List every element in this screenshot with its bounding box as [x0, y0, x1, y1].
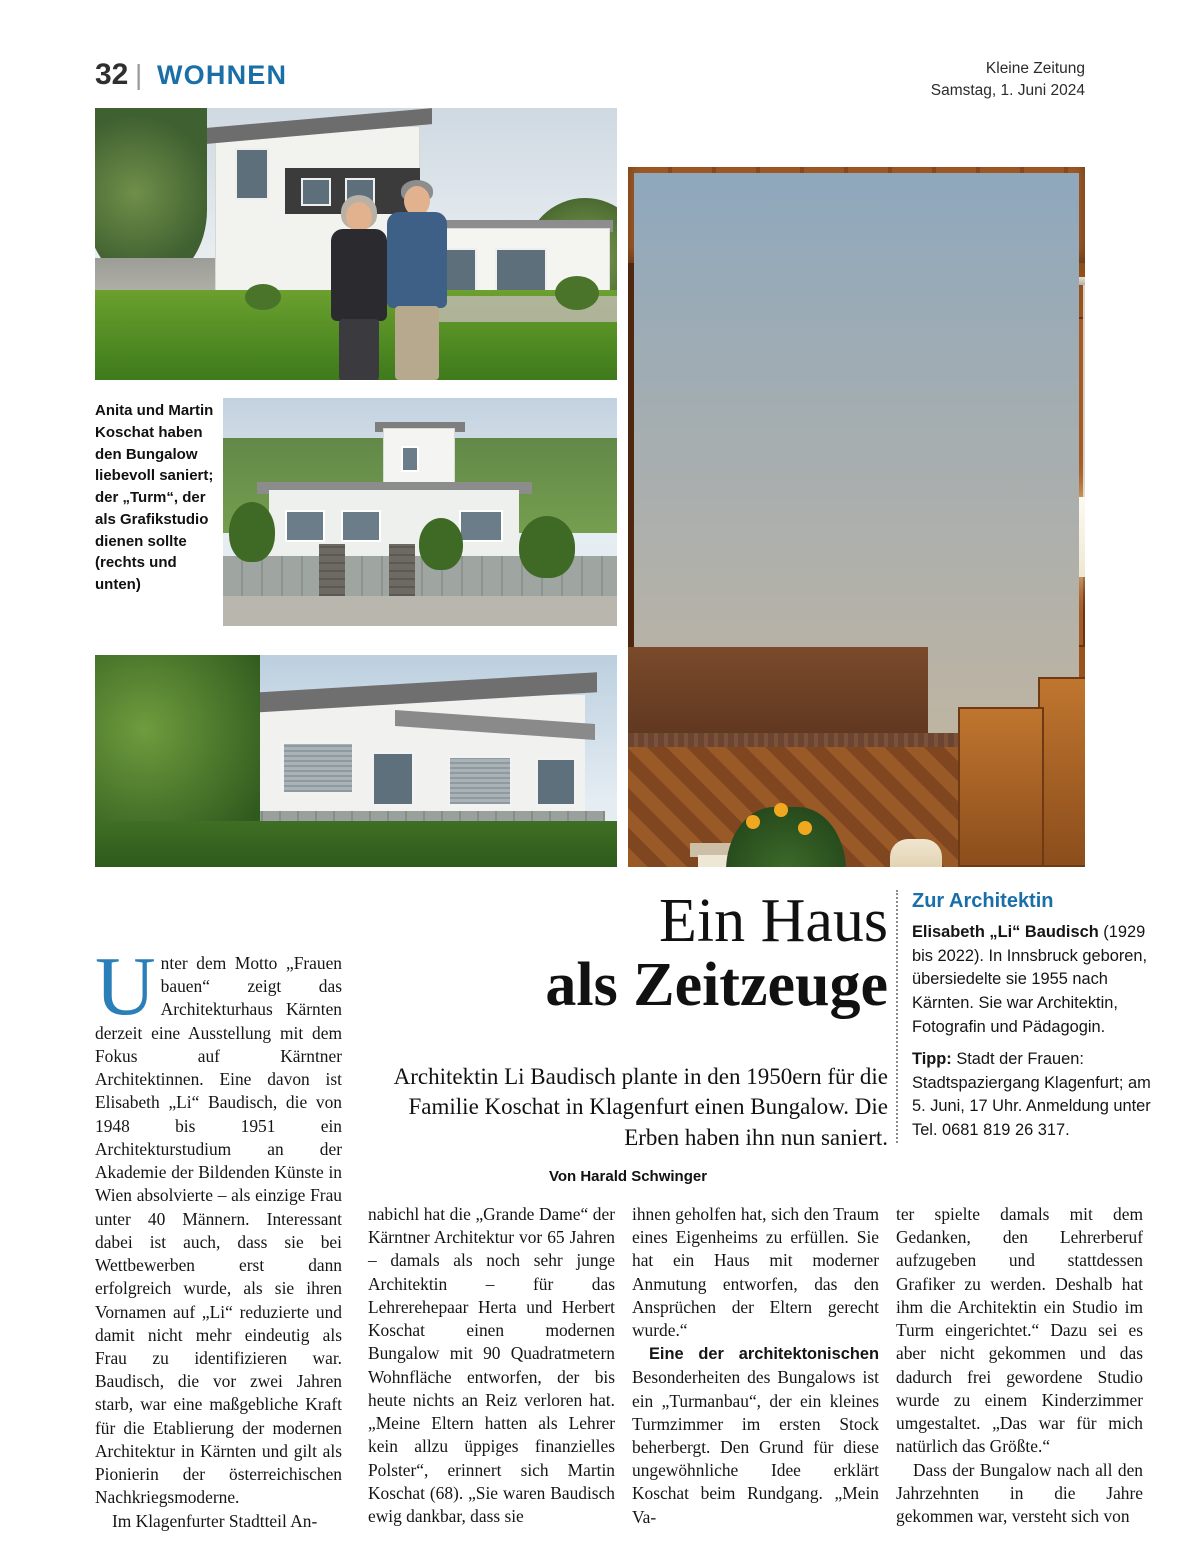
article-byline: Von Harald Schwinger — [548, 1168, 708, 1185]
infobox-bio-text: (1929 bis 2022). In Innsbruck geboren, übersiedelte sie 1955 nach Kärnten. Sie war Architektin, Fotografin und Pädagogin. — [912, 923, 1148, 1036]
infobox-tip — [912, 1048, 1162, 1143]
folio-separator: | — [135, 59, 143, 90]
headline-line-1: Ein Haus — [658, 887, 888, 955]
article-headline — [368, 887, 888, 1019]
col3-lead-in: Eine der architektonischen — [649, 1345, 879, 1364]
section-title: WOHNEN — [157, 60, 288, 90]
col3-paragraph-1: ihnen geholfen hat, sich den Traum eines Eigenheims zu erfüllen. Sie hat ein Haus mit moderner Anmutung entworfen, das den Ansprüchen der Eltern gerecht wurde.“ — [632, 1204, 879, 1341]
col3-paragraph-2-text: Besonderheiten des Bungalows ist ein „Turmanbau“, der ein kleines Turmzimmer im ersten Stock beherbergt. Den Grund für diese ungewöhnliche Idee erklärt Koschat beim Rundgang. „Mein Va- — [632, 1367, 879, 1527]
photo-interior-dining — [628, 167, 1085, 867]
infobox-title: Zur Architektin — [912, 890, 1054, 912]
photo-roof-detail — [95, 655, 617, 867]
headline-line-2: als Zeitzeuge — [545, 951, 888, 1019]
masthead — [95, 58, 1085, 102]
photo-bungalow-street — [223, 398, 617, 626]
photo-caption: Anita und Martin Koschat haben den Bungalow liebevoll saniert; der „Turm“, der als Grafikstudio dienen sollte (rechts und unten) — [95, 402, 214, 593]
col1-paragraph-2: Im Klagenfurter Stadtteil An- — [112, 1510, 318, 1531]
col4-paragraph-1: ter spielte damals mit dem Gedanken, den Lehrerberuf aufzugeben und stattdessen Grafiker zu werden. Deshalb hat ihm die Architektin ein Studio im Turm eingerichtet.“ Dazu sei es aber nicht gekommen und das dadurch frei gewordene Studio wurde zu einem Kinderzimmer umgestaltet. „Das war für mich natürlich das Größte.“ — [896, 1204, 1143, 1457]
article-standfirst: Architektin Li Baudisch plante in den 1950ern für die Familie Koschat in Klagenfurt einen Bungalow. Die Erben haben ihn nun saniert. — [393, 1064, 888, 1150]
drop-cap: U — [95, 940, 156, 1033]
infobox-tip-label: Tipp: — [912, 1050, 952, 1069]
col2-paragraph-1: nabichl hat die „Grande Dame“ der Kärntner Architektur vor 65 Jahren – damals als noch sehr junge Architektin – für das Lehrerehepaar Herta und Herbert Koschat einen modernen Bungalow mit 90 Quadratmetern Wohnfläche entworfen, der bis heute nichts an Reiz verloren hat. „Meine Eltern hatten als Lehrer kein allzu üppiges finanzielles Polster“, erinnert sich Martin Koschat (68). „Sie waren Baudisch ewig dankbar, dass sie — [368, 1204, 615, 1527]
photo-couple-house — [95, 108, 617, 380]
infobox-tip-text: Stadt der Frauen: Stadtspaziergang Klagenfurt; am 5. Juni, 17 Uhr. Anmeldung unter Tel. 0681 819 26 317. — [912, 1050, 1151, 1139]
infobox-bio — [912, 921, 1162, 1039]
page-number: 32 — [95, 58, 129, 91]
body-column-3 — [632, 1203, 879, 1529]
col4-paragraph-2: Dass der Bungalow nach all den Jahrzehnten in die Jahre gekommen war, versteht sich von — [896, 1459, 1143, 1527]
infobox-architect — [896, 890, 1162, 1143]
body-column-4 — [896, 1203, 1143, 1528]
infobox-architect-name: Elisabeth „Li“ Baudisch — [912, 923, 1099, 941]
col3-paragraph-2 — [632, 1342, 879, 1529]
publication-info — [931, 58, 1085, 103]
col1-paragraph-1: nter dem Motto „Frauen bauen“ zeigt das Architekturhaus Kärnten derzeit eine Ausstellung mit dem Fokus auf Kärntner Architektinnen. Eine davon ist Elisabeth „Li“ Baudisch, die von 1948 bis 1951 ein Architekturstudium an der Akademie der Bildenden Künste in Wien absolvierte – als einzige Frau unter 40 Männern. Interessant dabei ist auch, dass sie bei Wettbewerben erst dann erfolgreich wurde, als sie ihren Vornamen auf „Li“ reduzierte und damit nicht mehr eindeutig als Frau zu identifizieren war. Baudisch, die vor zwei Jahren starb, war eine maßgebliche Kraft für die Etablierung der modernen Architektur in Kärnten und gilt als Pionierin der österreichischen Nachkriegsmoderne. — [95, 953, 342, 1508]
publication-name: Kleine Zeitung — [985, 60, 1085, 77]
body-column-2 — [368, 1203, 615, 1528]
body-column-1 — [95, 940, 342, 1533]
publication-date: Samstag, 1. Juni 2024 — [930, 82, 1085, 100]
